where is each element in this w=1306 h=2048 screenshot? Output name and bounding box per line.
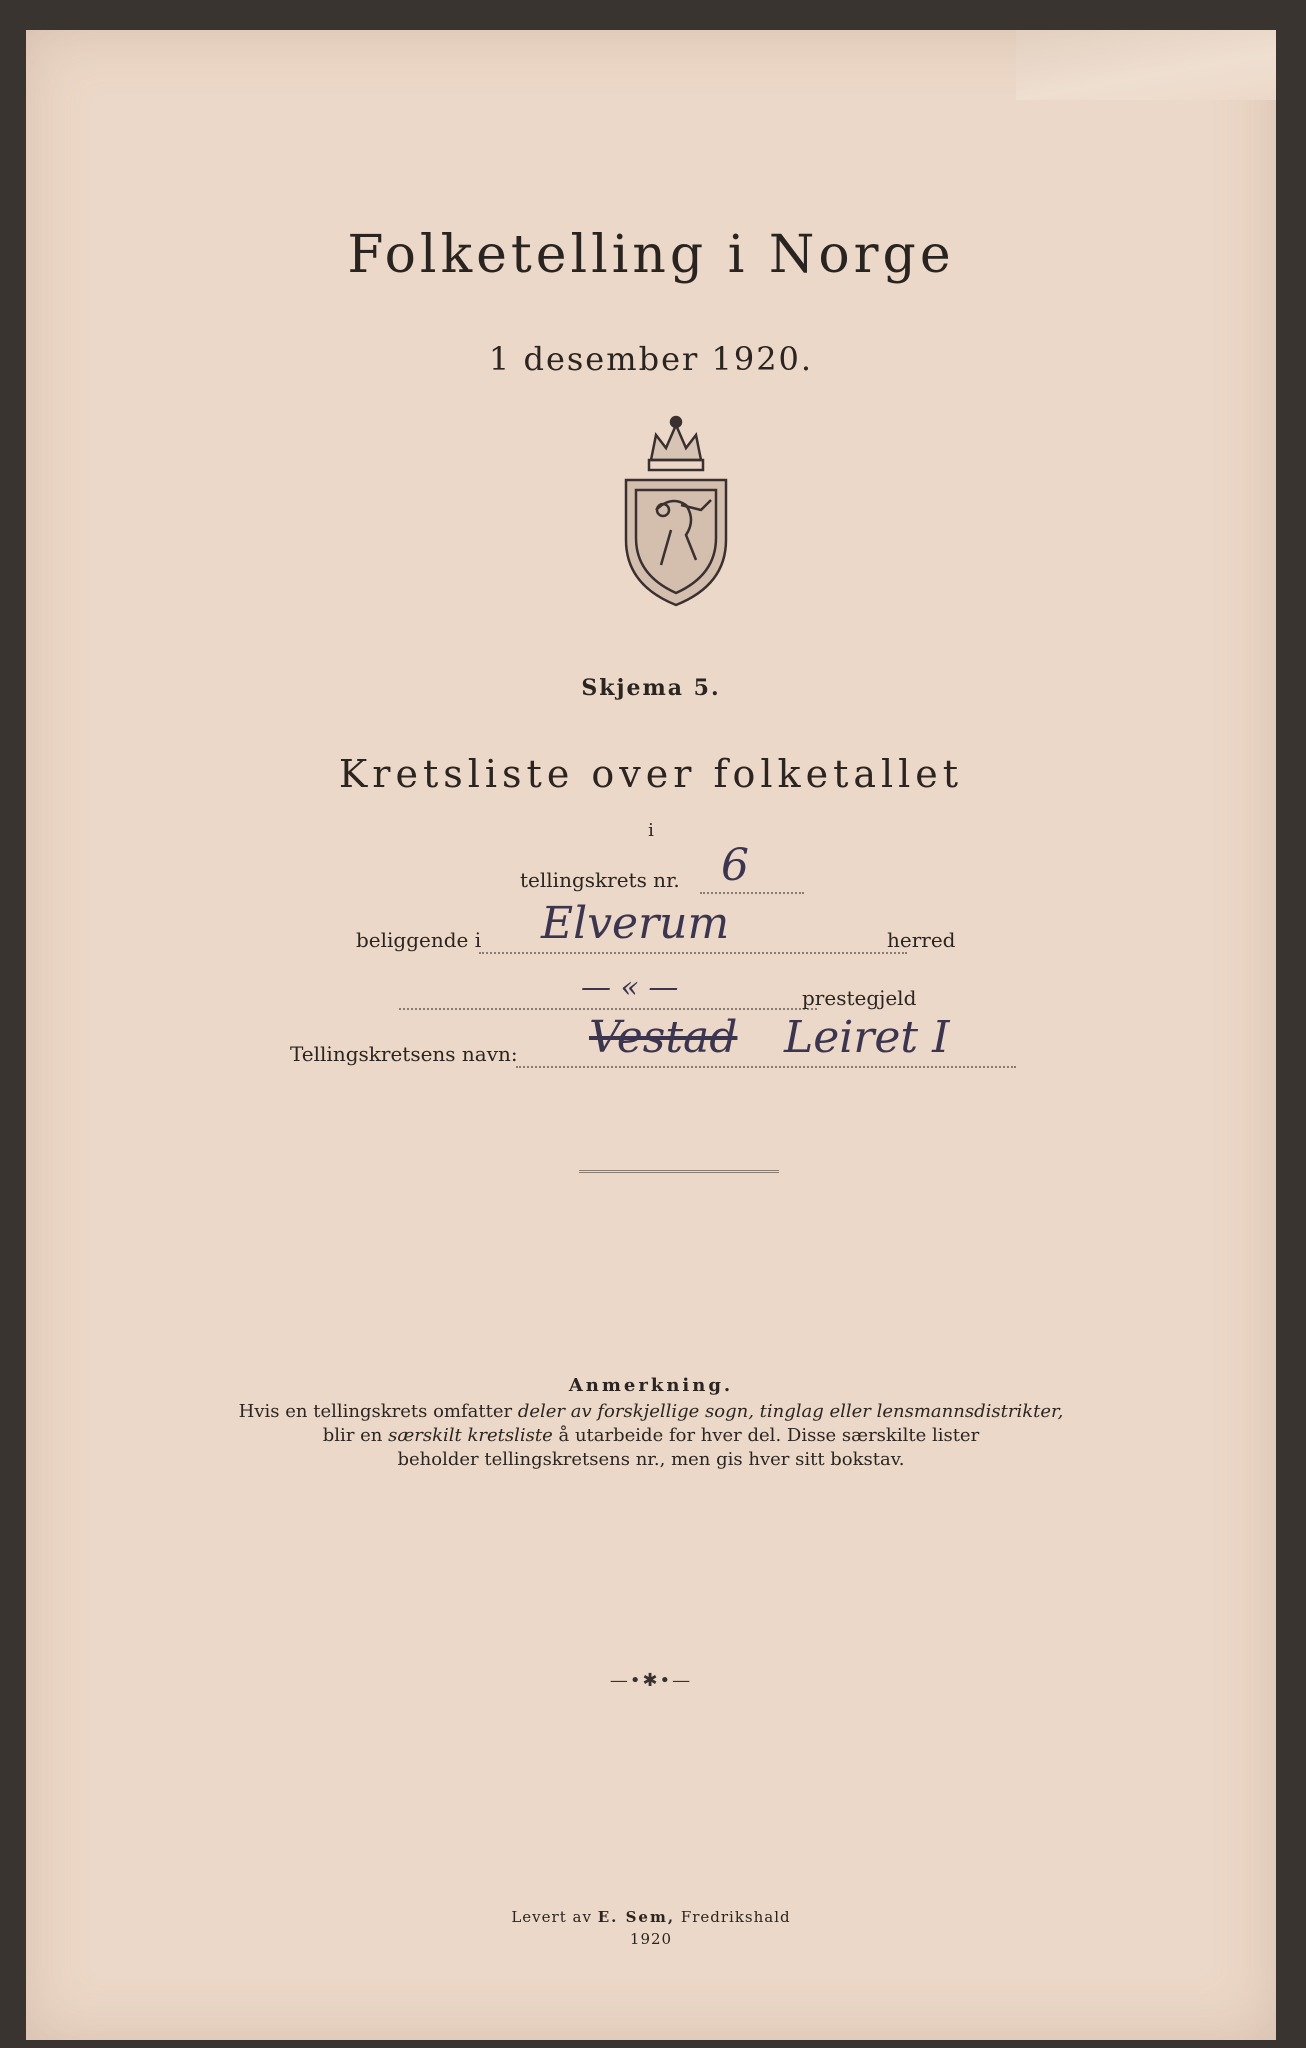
schema-number: Skjema 5. [581, 675, 721, 701]
prestegjeld-dotline [399, 1008, 817, 1010]
note-body [26, 1400, 1276, 1472]
note-line-1: Hvis en tellingskrets omfatter deler av forskjellige sogn, tinglag eller lensmannsdistrikter, [238, 1401, 1064, 1422]
navn-value[interactable]: Leiret I [784, 1012, 950, 1063]
tellingskrets-value[interactable]: 6 [721, 840, 749, 891]
census-form-page [26, 30, 1276, 2040]
navn-label: Tellingskretsens navn: [290, 1042, 518, 1066]
navn-dotline [516, 1066, 1016, 1068]
printer-year: 1920 [629, 1930, 673, 1948]
note-line-2: blir en særskilt kretsliste å utarbeide for hver del. Disse særskilte lister [322, 1425, 980, 1446]
navn-struck-value: Vestad [589, 1012, 738, 1063]
beliggende-value[interactable]: Elverum [541, 898, 730, 949]
form-date: 1 desember 1920. [488, 340, 814, 378]
tellingskrets-label: tellingskrets nr. [520, 868, 680, 892]
printer-line: Levert av E. Sem, Fredrikshald [511, 1908, 791, 1926]
herred-label: herred [887, 928, 956, 952]
form-heading: Kretsliste over folketallet [338, 752, 964, 796]
folded-corner [1016, 30, 1276, 100]
decorative-ornament: —•✱•— [609, 1670, 693, 1691]
form-title: Folketelling i Norge [347, 225, 955, 285]
printer-imprint [26, 1906, 1276, 1950]
section-divider [579, 1170, 779, 1173]
tellingskrets-dotline [700, 892, 804, 894]
note-line-3: beholder tellingskretsens nr., men gis hver sitt bokstav. [397, 1449, 905, 1470]
preposition-i: i [648, 820, 654, 841]
prestegjeld-label: prestegjeld [802, 986, 917, 1010]
norwegian-coat-of-arms-icon [601, 410, 751, 610]
prestegjeld-value[interactable]: — « — [581, 970, 679, 1005]
note-heading: Anmerkning. [568, 1375, 734, 1396]
beliggende-label: beliggende i [356, 928, 482, 952]
beliggende-dotline [479, 952, 907, 954]
